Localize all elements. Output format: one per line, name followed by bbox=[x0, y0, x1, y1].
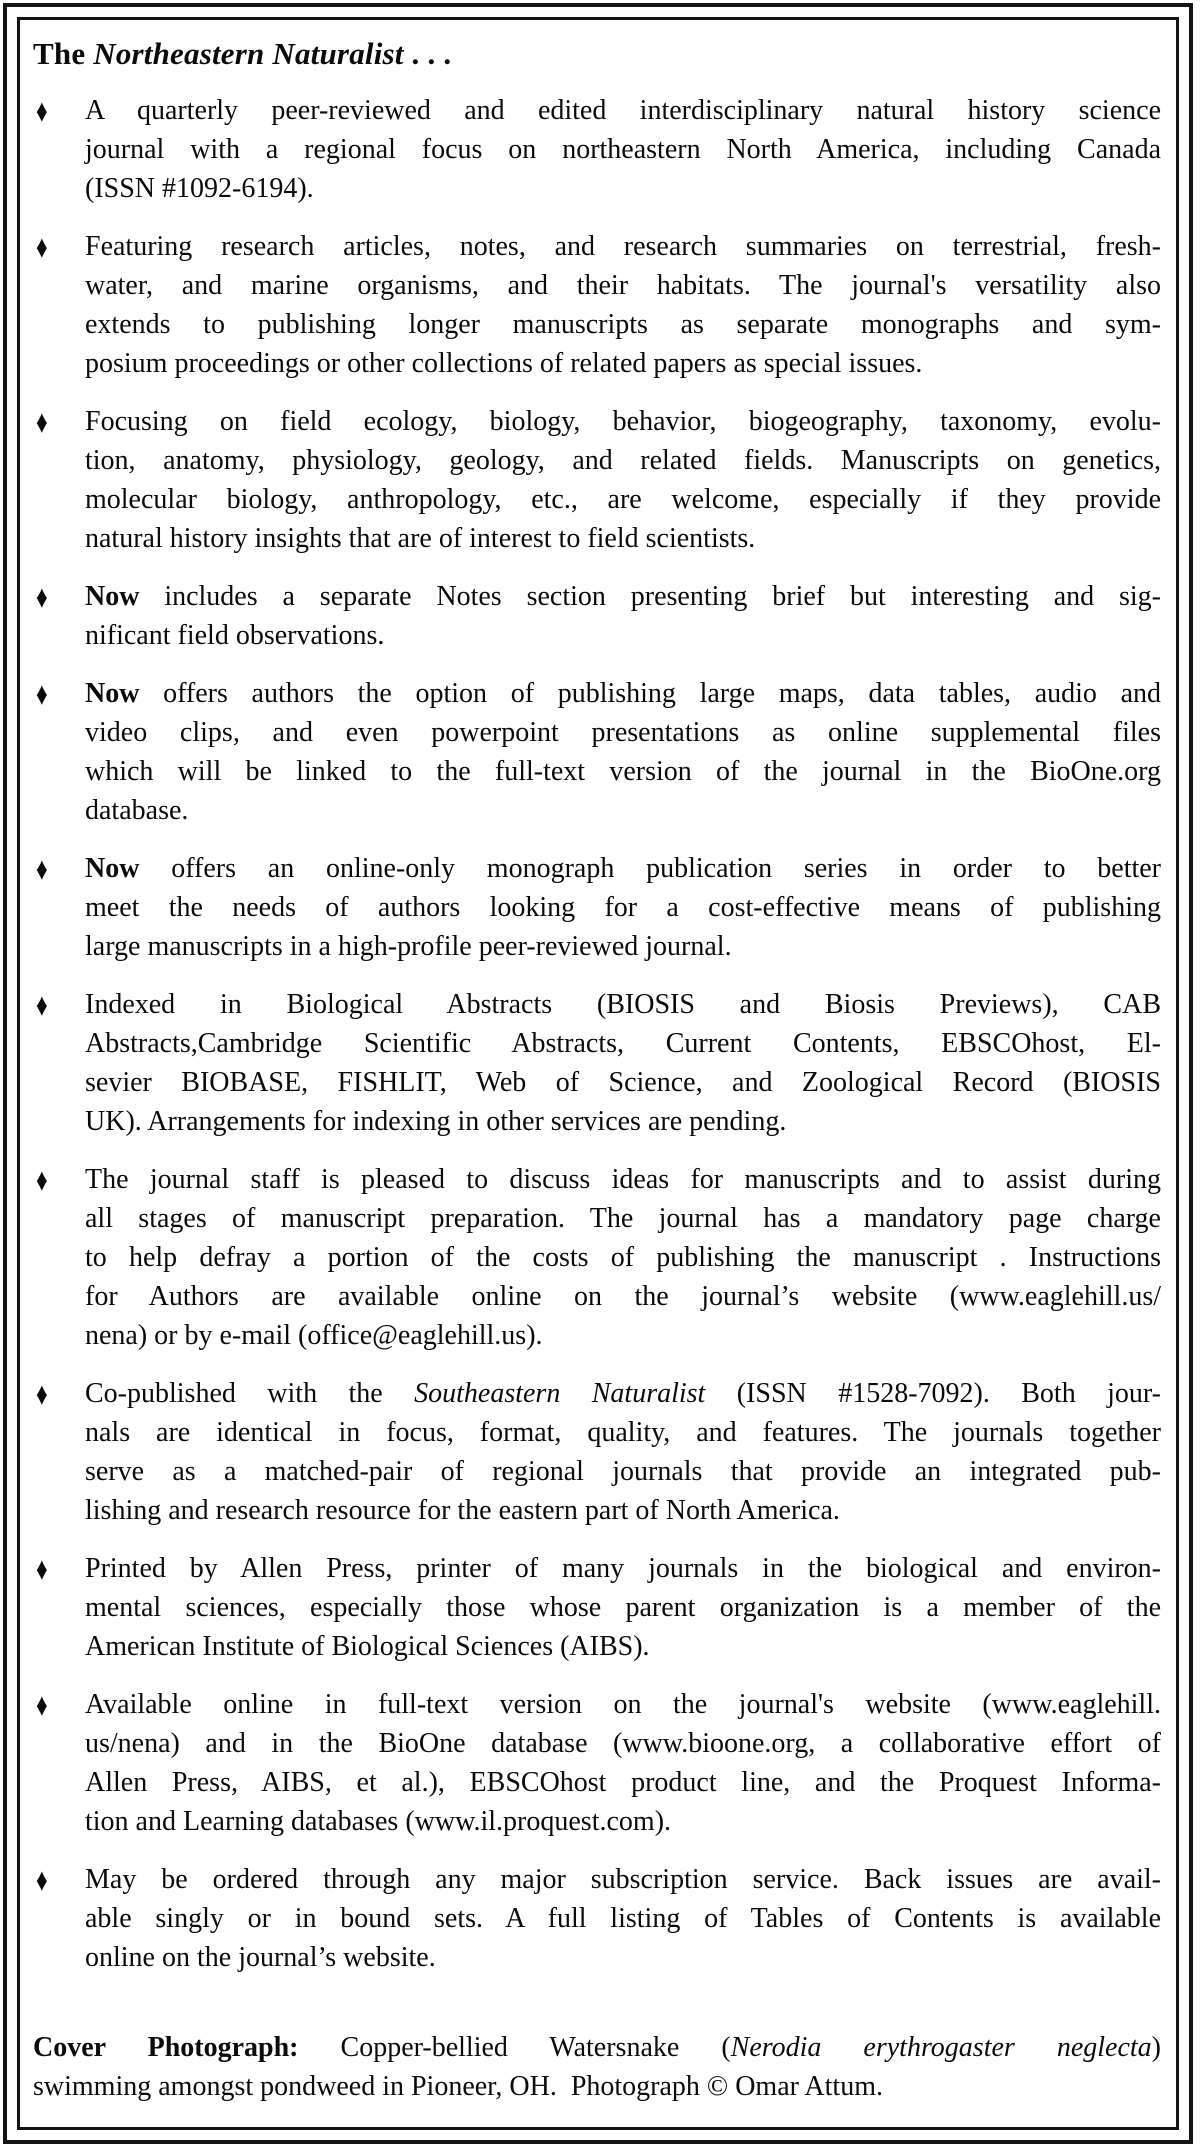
bullet-text bbox=[85, 985, 1161, 1141]
text-segment: swimming amongst pondweed in Pioneer, OH. Photograph © Omar Attum. bbox=[33, 2071, 883, 2102]
text-segment: water, and marine organisms, and their habitats. The journal's versatility also bbox=[85, 270, 1161, 301]
text-line bbox=[85, 1685, 1161, 1724]
text-segment: offers authors the option of publishing large maps, data tables, audio and bbox=[139, 678, 1161, 709]
bullet-item bbox=[33, 577, 1161, 655]
bullet-text bbox=[85, 1374, 1161, 1530]
text-segment: Featuring research articles, notes, and research summaries on terrestrial, fresh- bbox=[85, 231, 1161, 262]
text-line bbox=[85, 169, 1161, 208]
bullet-text bbox=[85, 402, 1161, 558]
text-segment: Nerodia erythrogaster neglecta bbox=[730, 2032, 1152, 2063]
diamond-bullet-icon: ♦ bbox=[36, 579, 48, 615]
text-segment: (ISSN #1528-7092). Both jour- bbox=[705, 1378, 1161, 1409]
text-line bbox=[85, 1491, 1161, 1530]
bullet-text bbox=[85, 577, 1161, 655]
text-segment: Printed by Allen Press, printer of many journals in the biological and environ- bbox=[85, 1553, 1161, 1584]
text-line bbox=[85, 480, 1161, 519]
text-segment: The journal staff is pleased to discuss ideas for manuscripts and to assist during bbox=[85, 1164, 1161, 1195]
text-line bbox=[85, 130, 1161, 169]
bullet-text bbox=[85, 674, 1161, 830]
text-line bbox=[85, 1860, 1161, 1899]
text-line bbox=[85, 1938, 1161, 1977]
text-segment: Northeastern Naturalist bbox=[93, 36, 404, 71]
text-line bbox=[85, 1374, 1161, 1413]
text-segment: (ISSN #1092-6194). bbox=[85, 173, 314, 204]
bullet-text bbox=[85, 91, 1161, 208]
text-line bbox=[85, 227, 1161, 266]
text-line bbox=[85, 1899, 1161, 1938]
bullet-text bbox=[85, 1549, 1161, 1666]
text-segment: which will be linked to the full-text version of the journal in the BioOne.org bbox=[85, 756, 1161, 787]
text-segment: tion, anatomy, physiology, geology, and related fields. Manuscripts on genetics, bbox=[85, 445, 1161, 476]
bullet-text bbox=[85, 849, 1161, 966]
text-segment: Abstracts,Cambridge Scientific Abstracts, Current Contents, EBSCOhost, El- bbox=[85, 1028, 1161, 1059]
text-line bbox=[85, 1316, 1161, 1355]
text-segment: Focusing on field ecology, biology, behavior, biogeography, taxonomy, evolu- bbox=[85, 406, 1161, 437]
text-line bbox=[85, 752, 1161, 791]
bullet-item bbox=[33, 1160, 1161, 1355]
bullet-item bbox=[33, 1549, 1161, 1666]
text-segment: Now bbox=[85, 678, 140, 709]
text-segment: nificant field observations. bbox=[85, 620, 385, 651]
bullet-item bbox=[33, 402, 1161, 558]
text-line bbox=[85, 1452, 1161, 1491]
diamond-bullet-icon: ♦ bbox=[36, 1687, 48, 1723]
bullet-item bbox=[33, 1860, 1161, 1977]
text-line bbox=[85, 1413, 1161, 1452]
text-line bbox=[85, 1724, 1161, 1763]
bullet-item bbox=[33, 985, 1161, 1141]
text-segment: nena) or by e-mail (office@eaglehill.us). bbox=[85, 1320, 543, 1351]
bullet-list bbox=[33, 91, 1161, 1977]
diamond-bullet-icon: ♦ bbox=[36, 229, 48, 265]
text-line bbox=[85, 1588, 1161, 1627]
cover-photo-caption bbox=[33, 2028, 1161, 2106]
diamond-bullet-icon: ♦ bbox=[36, 851, 48, 887]
bullet-item bbox=[33, 674, 1161, 830]
bullet-item bbox=[33, 1685, 1161, 1841]
text-line bbox=[85, 519, 1161, 558]
text-line bbox=[85, 441, 1161, 480]
text-segment: molecular biology, anthropology, etc., are welcome, especially if they provide bbox=[85, 484, 1161, 515]
text-segment: able singly or in bound sets. A full listing of Tables of Contents is available bbox=[85, 1903, 1161, 1934]
text-segment: online on the journal’s website. bbox=[85, 1942, 436, 1973]
diamond-bullet-icon: ♦ bbox=[36, 676, 48, 712]
text-segment: Southeastern Naturalist bbox=[414, 1378, 706, 1409]
text-segment: lishing and research resource for the eastern part of North America. bbox=[85, 1495, 840, 1526]
bullet-item bbox=[33, 849, 1161, 966]
text-segment: Copper-bellied Watersnake ( bbox=[298, 2032, 731, 2063]
text-line bbox=[85, 1199, 1161, 1238]
text-segment: Co-published with the bbox=[85, 1378, 415, 1409]
text-segment: extends to publishing longer manuscripts as separate monographs and sym- bbox=[85, 309, 1161, 340]
text-line bbox=[85, 616, 1161, 655]
diamond-bullet-icon: ♦ bbox=[36, 93, 48, 129]
diamond-bullet-icon: ♦ bbox=[36, 404, 48, 440]
bullet-text bbox=[85, 1860, 1161, 1977]
diamond-bullet-icon: ♦ bbox=[36, 1376, 48, 1412]
text-segment: us/nena) and in the BioOne database (www.bioone.org, a collaborative effort of bbox=[85, 1728, 1161, 1759]
text-segment: to help defray a portion of the costs of publishing the manuscript . Instructions bbox=[85, 1242, 1161, 1273]
text-line bbox=[85, 402, 1161, 441]
text-line bbox=[85, 888, 1161, 927]
text-segment: large manuscripts in a high-profile peer-reviewed journal. bbox=[85, 931, 732, 962]
text-segment: database. bbox=[85, 795, 189, 826]
text-line bbox=[85, 713, 1161, 752]
text-line bbox=[85, 1024, 1161, 1063]
text-segment: serve as a matched-pair of regional journals that provide an integrated pub- bbox=[85, 1456, 1161, 1487]
bullet-item bbox=[33, 91, 1161, 208]
text-line bbox=[85, 1063, 1161, 1102]
text-line bbox=[85, 791, 1161, 830]
text-line bbox=[85, 927, 1161, 966]
text-segment: Allen Press, AIBS, et al.), EBSCOhost product line, and the Proquest Informa- bbox=[85, 1767, 1161, 1798]
text-segment: American Institute of Biological Sciences (AIBS). bbox=[85, 1631, 650, 1662]
text-segment: for Authors are available online on the journal’s website (www.eaglehill.us/ bbox=[85, 1281, 1161, 1312]
bullet-text bbox=[85, 1685, 1161, 1841]
bullet-text bbox=[85, 227, 1161, 383]
text-line bbox=[85, 1763, 1161, 1802]
text-line bbox=[85, 985, 1161, 1024]
text-segment: . . . bbox=[403, 36, 452, 71]
text-line bbox=[85, 344, 1161, 383]
text-segment: Indexed in Biological Abstracts (BIOSIS and Biosis Previews), CAB bbox=[85, 989, 1161, 1020]
bullet-text bbox=[85, 1160, 1161, 1355]
text-segment: Available online in full-text version on the journal's website (www.eaglehill. bbox=[85, 1689, 1161, 1720]
text-segment: tion and Learning databases (www.il.proquest.com). bbox=[85, 1806, 672, 1837]
text-line bbox=[85, 1238, 1161, 1277]
text-segment: The bbox=[33, 36, 94, 71]
diamond-bullet-icon: ♦ bbox=[36, 1162, 48, 1198]
text-segment: Now bbox=[85, 853, 140, 884]
bullet-item bbox=[33, 1374, 1161, 1530]
text-line bbox=[33, 2028, 1161, 2067]
text-segment: meet the needs of authors looking for a cost-effective means of publishing bbox=[85, 892, 1161, 923]
text-line bbox=[85, 674, 1161, 713]
text-segment: May be ordered through any major subscription service. Back issues are avail- bbox=[85, 1864, 1161, 1895]
outer-border bbox=[3, 3, 1193, 2144]
text-segment: offers an online-only monograph publication series in order to better bbox=[139, 853, 1161, 884]
text-line bbox=[85, 1102, 1161, 1141]
text-line bbox=[85, 1802, 1161, 1841]
text-line bbox=[85, 305, 1161, 344]
text-segment: ) bbox=[1151, 2032, 1161, 2063]
text-line bbox=[85, 91, 1161, 130]
diamond-bullet-icon: ♦ bbox=[36, 1862, 48, 1898]
text-line bbox=[85, 266, 1161, 305]
inner-border bbox=[17, 17, 1179, 2130]
text-segment: mental sciences, especially those whose parent organization is a member of the bbox=[85, 1592, 1161, 1623]
bullet-item bbox=[33, 227, 1161, 383]
text-segment: natural history insights that are of interest to field scientists. bbox=[85, 523, 756, 554]
diamond-bullet-icon: ♦ bbox=[36, 987, 48, 1023]
text-segment: all stages of manuscript preparation. The journal has a mandatory page charge bbox=[85, 1203, 1161, 1234]
text-segment: video clips, and even powerpoint presentations as online supplemental files bbox=[85, 717, 1161, 748]
text-line bbox=[85, 1160, 1161, 1199]
text-segment: Cover Photograph: bbox=[33, 2032, 299, 2063]
text-segment: Now bbox=[85, 581, 140, 612]
text-segment: UK). Arrangements for indexing in other services are pending. bbox=[85, 1106, 787, 1137]
text-segment: A quarterly peer-reviewed and edited interdisciplinary natural history science bbox=[85, 95, 1161, 126]
text-line bbox=[85, 577, 1161, 616]
text-segment: posium proceedings or other collections of related papers as special issues. bbox=[85, 348, 923, 379]
page-title bbox=[33, 34, 1161, 73]
text-segment: nals are identical in focus, format, quality, and features. The journals together bbox=[85, 1417, 1161, 1448]
text-segment: sevier BIOBASE, FISHLIT, Web of Science, and Zoological Record (BIOSIS bbox=[85, 1067, 1161, 1098]
text-segment: includes a separate Notes section presenting brief but interesting and sig- bbox=[139, 581, 1161, 612]
text-line bbox=[85, 1549, 1161, 1588]
text-line bbox=[85, 1277, 1161, 1316]
text-line bbox=[85, 849, 1161, 888]
diamond-bullet-icon: ♦ bbox=[36, 1551, 48, 1587]
text-segment: journal with a regional focus on northeastern North America, including Canada bbox=[85, 134, 1161, 165]
text-line bbox=[85, 1627, 1161, 1666]
text-line bbox=[33, 2067, 1161, 2106]
